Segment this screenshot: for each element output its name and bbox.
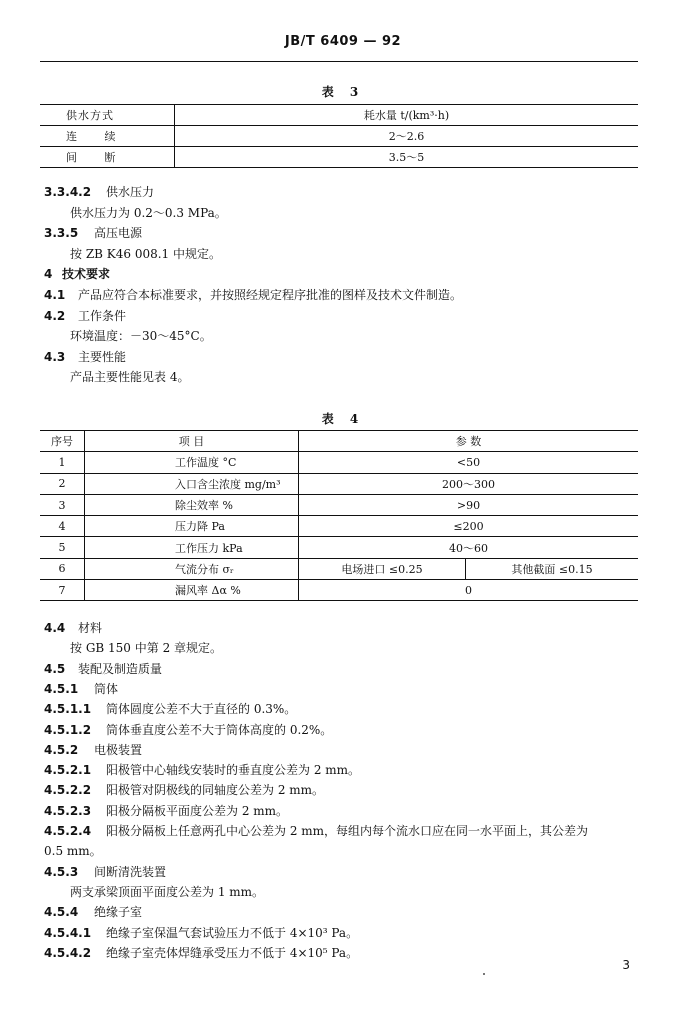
table4-row-item [85, 537, 299, 558]
table4-row-item [85, 516, 299, 537]
table4-header-item: 项 目 [85, 431, 299, 452]
clause-text: 筒体 [94, 681, 119, 696]
table3-cell-value: 3.5～5 [175, 147, 639, 168]
table-row [40, 558, 638, 579]
clause-text: 间断清洗装置 [94, 864, 167, 879]
clause-number: 4.5.4 [44, 905, 79, 920]
table4-item-text: 工作温度 °C [175, 456, 237, 470]
page-number: 3 [622, 958, 630, 972]
clause-text: 电极装置 [94, 742, 143, 757]
clause-text: 阳极管中心轴线安装时的垂直度公差为 2 mm。 [106, 763, 361, 778]
clause-text-line [70, 368, 189, 385]
clause-text: 供水压力 [106, 185, 155, 199]
clause-line [44, 781, 324, 798]
clause-number: 4.5.1.2 [44, 722, 92, 737]
clause-number: 4.5.2.1 [44, 763, 92, 778]
table4-row-value-a: 电场进口 ≤0.25 [299, 558, 466, 579]
table3-cell-value: 2～2.6 [175, 126, 639, 147]
table-3 [40, 104, 638, 168]
table-row [40, 537, 638, 558]
clause-line [44, 660, 162, 677]
table4-row-value: 0 [299, 580, 639, 601]
clause-line [44, 924, 358, 941]
table3-caption: 表 3 [321, 85, 365, 99]
clause-line [44, 224, 142, 241]
clause-text-line [70, 245, 221, 262]
table-row [40, 147, 638, 168]
clause-text: 主要性能 [78, 349, 127, 364]
clause-number: 4.1 [44, 288, 66, 302]
clause-line [44, 802, 288, 819]
table4-row-item [85, 494, 299, 515]
clause-text: 按 ZB K46 008.1 中规定。 [70, 246, 222, 261]
clause-number: 4.4 [44, 621, 66, 635]
clause-number: 4.5.2 [44, 742, 79, 757]
clause-number: 4.5.1 [44, 681, 79, 696]
clause-text: 产品应符合本标准要求，并按照经规定程序批准的图样及技术文件制造。 [78, 288, 463, 302]
table3-header-supply-mode: 供水方式 [40, 105, 175, 126]
clause-line [44, 183, 154, 200]
table4-item-text: 除尘效率 % [175, 499, 233, 513]
table3-cell-mode: 连 续 [40, 126, 175, 147]
clause-text: 技术要求 [62, 267, 111, 282]
table4-row-no: 1 [40, 452, 85, 473]
table4-caption: 表 4 [321, 412, 365, 426]
clause-text: 绝缘子室保温气套试验压力不低于 4×10³ Pa。 [106, 925, 359, 940]
table-row [40, 494, 638, 515]
clause-text: 两支承梁顶面平面度公差为 1 mm。 [70, 884, 265, 899]
table4-row-no: 7 [40, 580, 85, 601]
table-row [40, 516, 638, 537]
clause-number: 4.5.3 [44, 864, 79, 879]
table3-header-water-consumption: 耗水量 t/(km³·h) [175, 105, 639, 126]
clause-text: 装配及制造质量 [78, 661, 163, 676]
table4-row-value: 40～60 [299, 537, 639, 558]
clause-number: 4.5.1.1 [44, 702, 92, 717]
clause-number: 4.5.2.2 [44, 783, 92, 798]
clause-line [44, 863, 166, 880]
clause-text-line [70, 639, 222, 656]
table4-row-no: 4 [40, 516, 85, 537]
clause-text: 绝缘子室壳体焊缝承受压力不低于 4×10⁵ Pa。 [106, 945, 359, 960]
table4-row-item [85, 473, 299, 494]
clause-text: 产品主要性能见表 4。 [70, 370, 190, 385]
clause-text: 阳极管对阴极线的同轴度公差为 2 mm。 [106, 783, 325, 798]
clause-text: 阳极分隔板平面度公差为 2 mm。 [106, 803, 289, 818]
table4-row-no: 6 [40, 558, 85, 579]
table4-row-item [85, 558, 299, 579]
table4-item-text: 入口含尘浓度 mg/m³ [175, 477, 281, 491]
table4-item-text: 工作压力 kPa [175, 541, 243, 555]
table-4 [40, 430, 638, 601]
clause-number: 4.5.4.2 [44, 945, 92, 960]
clause-line [44, 348, 126, 365]
clause-line [44, 741, 142, 758]
clause-text-line [70, 883, 264, 900]
table4-row-value: <50 [299, 452, 639, 473]
standard-code: JB/T 6409 — 92 [284, 34, 402, 49]
clause-number: 3.3.5 [44, 226, 79, 241]
clause-text: 按 GB 150 中第 2 章规定。 [70, 641, 223, 656]
clause-line [44, 822, 588, 839]
header-rule [40, 61, 638, 62]
table4-item-text: 压力降 Pa [175, 520, 225, 534]
clause-text: 环境温度：－30～45°C。 [70, 329, 212, 344]
clause-number: 4.5.2.4 [44, 824, 92, 838]
clause-number: 4.5.2.3 [44, 803, 92, 818]
clause-text: 筒体圆度公差不大于直径的 0.3%。 [106, 702, 297, 717]
table4-item-text: 漏风率 Δα % [175, 584, 241, 598]
clause-text: 高压电源 [94, 226, 143, 241]
clause-text-line [70, 204, 227, 221]
clause-line [44, 761, 360, 778]
clause-line [44, 307, 126, 324]
clause-number: 4.2 [44, 308, 66, 323]
clause-number: 4.5.4.1 [44, 925, 92, 940]
clause-number: 4 [44, 267, 53, 282]
clause-number: 4.3 [44, 349, 66, 364]
table4-row-no: 3 [40, 494, 85, 515]
table-row [40, 452, 638, 473]
table4-row-item [85, 452, 299, 473]
clause-text: 工作条件 [78, 308, 127, 323]
table-row [40, 580, 638, 601]
clause-text: 0.5 mm。 [44, 844, 102, 859]
clause-line [44, 903, 142, 920]
clause-text: 阳极分隔板上任意两孔中心公差为 2 mm，每组内每个流水口应在同一水平面上，其公差为 [106, 824, 589, 838]
table4-row-no: 2 [40, 473, 85, 494]
clause-line [44, 286, 462, 303]
table4-row-value: 200～300 [299, 473, 639, 494]
clause-line [44, 700, 296, 717]
table4-item-text: 气流分布 σᵣ [175, 562, 234, 576]
clause-text-line [44, 842, 102, 859]
table4-row-no: 5 [40, 537, 85, 558]
table3-header-row [40, 105, 638, 126]
table4-header-no: 序号 [40, 431, 85, 452]
scan-speck [483, 973, 485, 975]
table4-header-param: 参 数 [299, 431, 639, 452]
table-row [40, 126, 638, 147]
clause-line [44, 721, 332, 738]
clause-text: 筒体垂直度公差不大于筒体高度的 0.2%。 [106, 722, 333, 737]
clause-number: 4.5 [44, 661, 66, 676]
table4-row-value: >90 [299, 494, 639, 515]
clause-text: 材料 [78, 621, 103, 635]
table4-row-value-b: 其他截面 ≤0.15 [466, 558, 639, 579]
clause-text: 供水压力为 0.2～0.3 MPa。 [70, 205, 227, 220]
clause-line [44, 680, 118, 697]
table4-row-value: ≤200 [299, 516, 639, 537]
table4-header-row [40, 431, 638, 452]
table-row [40, 473, 638, 494]
clause-text: 绝缘子室 [94, 905, 143, 920]
clause-line [44, 944, 358, 961]
clause-number: 3.3.4.2 [44, 185, 92, 199]
table3-cell-mode: 间 断 [40, 147, 175, 168]
clause-line [44, 265, 110, 282]
clause-text-line [70, 327, 212, 344]
table4-row-item [85, 580, 299, 601]
clause-line [44, 619, 102, 636]
